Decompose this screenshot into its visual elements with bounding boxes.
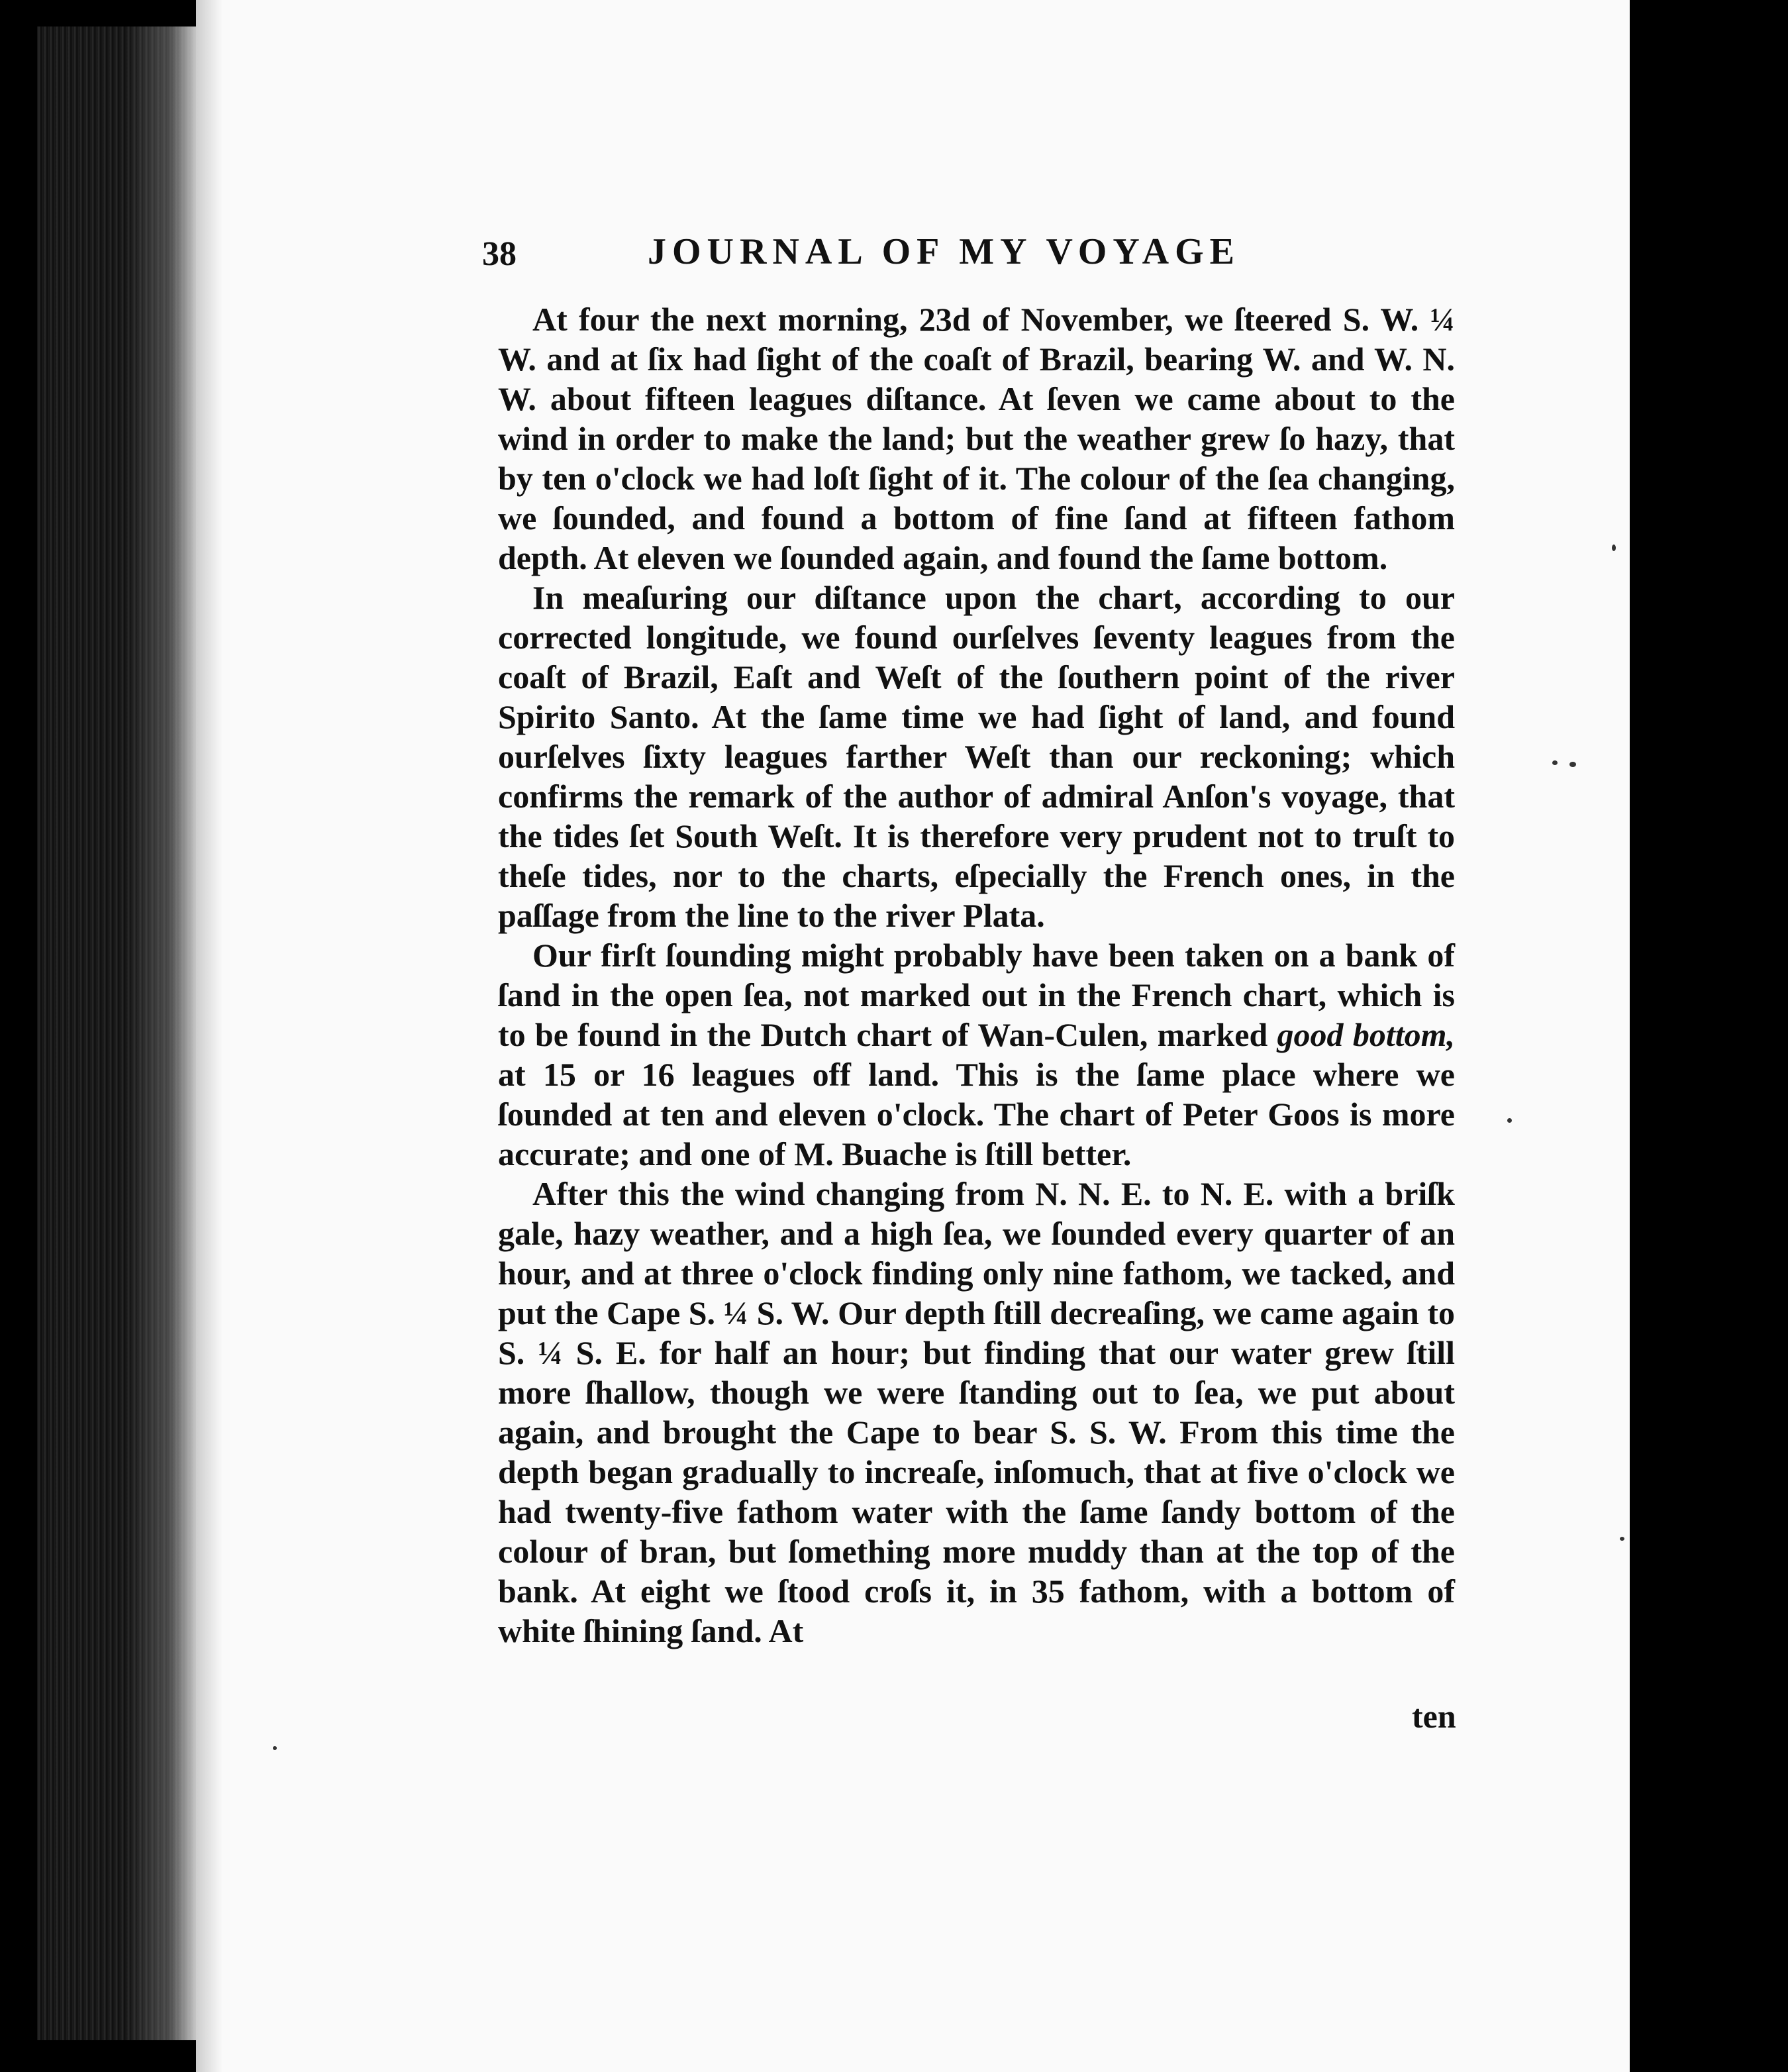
italic-phrase: good bottom, <box>1277 1016 1455 1053</box>
scan-speck <box>1569 762 1576 767</box>
running-title: JOURNAL OF MY VOYAGE <box>648 231 1241 272</box>
paragraph: In meaſuring our diſtance upon the chart, according to our corrected longitude, we found ourſelves ſeventy leagues from the coaſt of Brazil, Eaſt and Weſt of the ſouthern point of the river Spirito Santo. At the ſame time we had ſight of land, and found ourſelves ſixty leagues farther Weſt than our reckoning; which confirms the remark of the author of admiral Anſon's voyage, that the tides ſet South Weſt. It is therefore very prudent not to truſt to theſe tides, nor to the charts, eſpecially the French ones, in the paſſage from the line to the river Plata. <box>498 579 1455 934</box>
scan-speck <box>1612 544 1616 551</box>
running-head <box>482 231 1343 284</box>
catchword: ten <box>1412 1698 1456 1735</box>
scan-speck <box>273 1746 277 1750</box>
scan-speck <box>1620 1537 1624 1541</box>
paragraph: At four the next morning, 23d of November, we ſteered S. W. ¼ W. and at ſix had ſight of the coaſt of Brazil, bearing W. and W. N. W. about fifteen leagues diſtance. At ſeven we came about to the wind in order to make the land; but the weather grew ſo hazy, that by ten o'clock we had loſt ſight of it. The colour of the ſea changing, we ſounded, and found a bottom of fine ſand at fifteen fathom depth. At eleven we ſounded again, and found the ſame bottom. <box>498 301 1455 576</box>
paragraph <box>498 935 1455 1174</box>
body-text <box>498 299 1455 1651</box>
scan-border-right <box>1630 0 1788 2072</box>
page-gutter-shadow <box>126 26 199 2040</box>
scan-speck <box>1507 1118 1512 1123</box>
page-inner-shadow <box>196 0 223 2072</box>
paragraph-text: at 15 or 16 leagues off land. This is the ſame place where we ſounded at ten and eleven o'clock. The chart of Peter Goos is more accurate; and one of M. Buache is ſtill better. <box>498 1056 1455 1172</box>
page-number: 38 <box>482 235 517 273</box>
paragraph-text: Our firſt ſounding might probably have been taken on a bank of ſand in the open ſea, not marked out in the French chart, which is to be found in the Dutch chart of Wan-Culen, marked <box>498 937 1455 1053</box>
scan-speck <box>1552 760 1558 765</box>
paragraph: After this the wind changing from N. N. E. to N. E. with a briſk gale, hazy weather, and a high ſea, we ſounded every quarter of an hour, and at three o'clock finding only nine fathom, we tacked, and put the Cape S. ¼ S. W. Our depth ſtill decreaſing, we came again to S. ¼ S. E. for half an hour; but finding that our water grew ſtill more ſhallow, though we were ſtanding out to ſea, we put about again, and brought the Cape to bear S. S. W. From this time the depth began gradually to increaſe, inſomuch, that at five o'clock we had twenty-five fathom water with the ſame ſandy bottom of the colour of bran, but ſomething more muddy than at the top of the bank. At eight we ſtood croſs it, in 35 fathom, with a bottom of white ſhining ſand. At <box>498 1175 1455 1649</box>
